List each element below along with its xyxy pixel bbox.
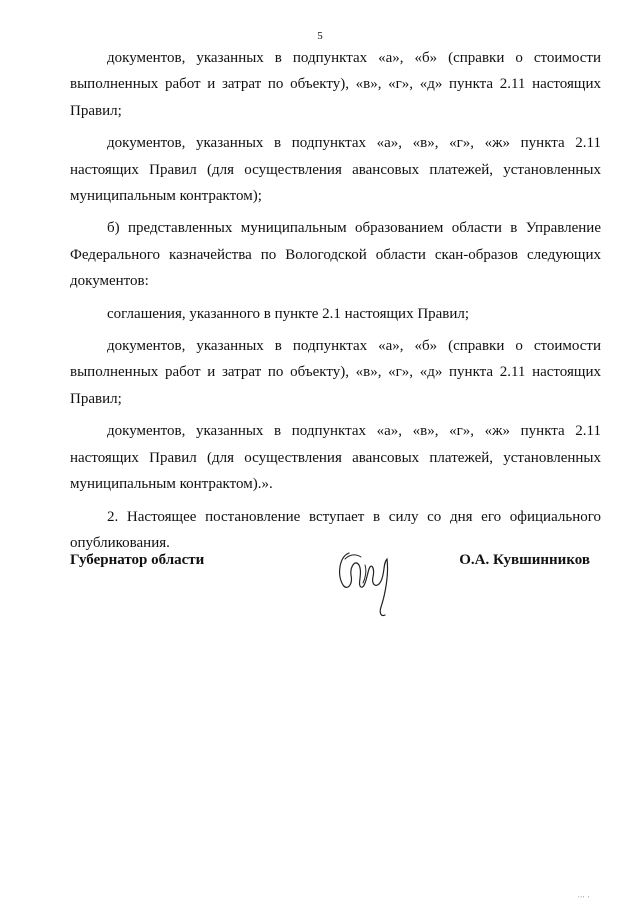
paragraph: б) представленных муниципальным образованием области в Управление Федерального казначейства по Вологодской области скан-образов следующих документов: <box>70 220 601 290</box>
scan-artifact-top: '''' <box>618 0 628 5</box>
scan-artifact-bottom: ''' ' <box>578 895 590 903</box>
paragraph: документов, указанных в подпунктах «а», «в», «г», «ж» пункта 2.11 настоящих Правил (для осуществления авансовых платежей, установленных муниципальным контрактом).». <box>70 423 601 493</box>
page-number: 5 <box>317 30 323 42</box>
signatory-name: О.А. Кувшинников <box>459 552 590 568</box>
paragraph: 2. Настоящее постановление вступает в силу со дня его официального опубликования. <box>70 508 601 551</box>
paragraph: документов, указанных в подпунктах «а», «б» (справки о стоимости выполненных работ и затрат по объекту), «в», «г», «д» пункта 2.11 настоящих Правил; <box>70 50 601 119</box>
document-body <box>70 45 601 556</box>
paragraph: соглашения, указанного в пункте 2.1 настоящих Правил; <box>107 305 470 322</box>
handwritten-signature <box>335 545 395 620</box>
paragraph: документов, указанных в подпунктах «а», «б» (справки о стоимости выполненных работ и затрат по объекту), «в», «г», «д» пункта 2.11 настоящих Правил; <box>70 338 601 407</box>
paragraph: документов, указанных в подпунктах «а», «в», «г», «ж» пункта 2.11 настоящих Правил (для осуществления авансовых платежей, установленных муниципальным контрактом); <box>70 135 601 205</box>
signatory-title: Губернатор области <box>70 552 205 568</box>
signature-block <box>70 545 590 625</box>
